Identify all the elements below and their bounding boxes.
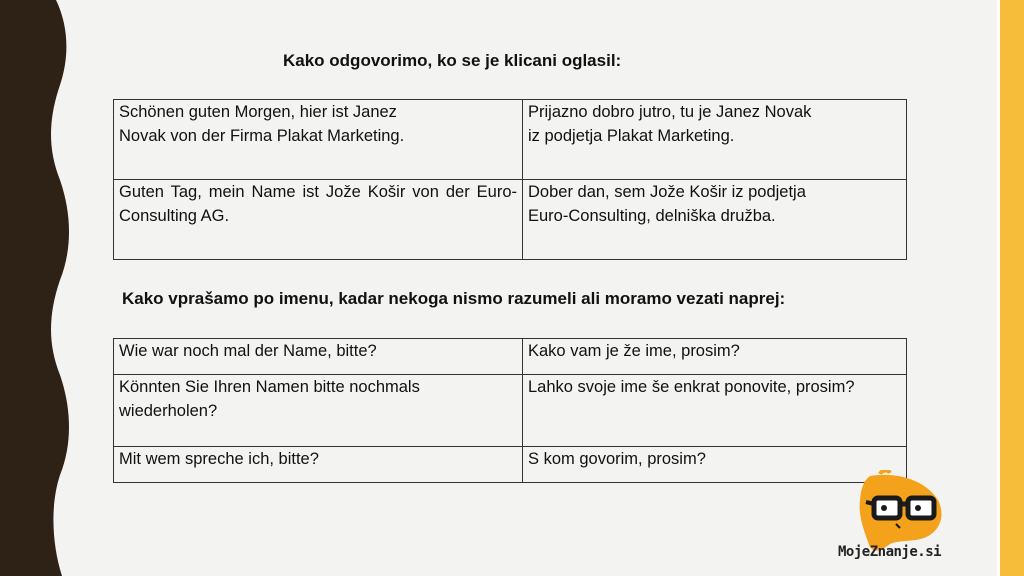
cell-line: Euro-Consulting, delniška družba. xyxy=(528,207,776,225)
german-cell: Mit wem spreche ich, bitte? xyxy=(114,447,523,483)
cell-line: Könnten Sie Ihren Namen bitte nochmals xyxy=(119,378,420,396)
slovene-cell: Kako vam je že ime, prosim? xyxy=(523,339,907,375)
german-cell xyxy=(114,100,523,180)
cell-line: Dober dan, sem Jože Košir iz podjetja xyxy=(528,183,806,201)
logo-wordmark: MojeZnanje.si xyxy=(838,544,942,560)
table-row xyxy=(114,100,907,180)
slovene-cell xyxy=(523,180,907,260)
left-wavy-band xyxy=(0,0,80,576)
phrases-table-asking-name xyxy=(113,338,907,483)
cell-line: wiederholen? xyxy=(119,402,218,420)
phrases-table-answering xyxy=(113,99,907,260)
cell-line: iz podjetja Plakat Marketing. xyxy=(528,127,735,145)
german-cell: Guten Tag, mein Name ist Jože Košir von der Euro-Consulting AG. xyxy=(114,180,523,260)
table-row xyxy=(114,339,907,375)
table-row xyxy=(114,447,907,483)
slovene-cell xyxy=(523,100,907,180)
heading-answering: Kako odgovorimo, ko se je klicani oglasil: xyxy=(283,51,622,70)
table-row xyxy=(114,375,907,447)
cell-line: Prijazno dobro jutro, tu je Janez Novak xyxy=(528,103,812,121)
table-row xyxy=(114,180,907,260)
heading-asking-name: Kako vprašamo po imenu, kadar nekoga nismo razumeli ali moramo vezati naprej: xyxy=(122,289,786,308)
slovene-cell: Lahko svoje ime še enkrat ponovite, prosim? xyxy=(523,375,907,447)
cell-line: Schönen guten Morgen, hier ist Janez xyxy=(119,103,397,121)
right-accent-stripe xyxy=(1000,0,1024,576)
german-cell: Wie war noch mal der Name, bitte? xyxy=(114,339,523,375)
slovene-cell: S kom govorim, prosim? xyxy=(523,447,907,483)
german-cell xyxy=(114,375,523,447)
cell-line: Novak von der Firma Plakat Marketing. xyxy=(119,127,405,145)
